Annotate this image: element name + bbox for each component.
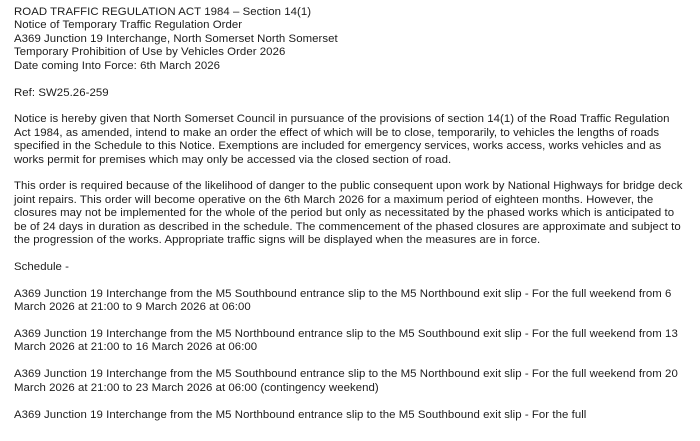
schedule-entry: A369 Junction 19 Interchange from the M5 Southbound entrance slip to the M5 Northbound exit slip - For the full weekend from 6 March 2026 at 21:00 to 9 March 2026 at 06:00 (14, 287, 672, 314)
act-reference-line: ROAD TRAFFIC REGULATION ACT 1984 – Section 14(1) (14, 6, 312, 18)
body-paragraph-notice-given: Notice is hereby given that North Somerset Council in pursuance of the provisions of section 14(1) of the Road Traffic Regulation Act 1984, as amended, intend to make an order the effect of which will be to close, temporarily, to vehicles the lengths of roads specified in the Schedule to this Notice. Exemptions are included for emergency services, works access, works vehicles and as works permit for premises which may only be accessed via the closed section of road. (14, 113, 670, 166)
reference-line: Ref: SW25.26-259 (14, 86, 109, 99)
order-title-line: Temporary Prohibition of Use by Vehicles Order 2026 (14, 46, 286, 59)
schedule-heading: Schedule - (14, 260, 70, 273)
location-line: A369 Junction 19 Interchange, North Somerset North Somerset (14, 32, 338, 45)
body-paragraph-order-reason: This order is required because of the likelihood of danger to the public consequent upon work by National Highways for bridge deck joint repairs. This order will become operative on the 6th March 2026 for a maximum period of eighteen months. However, the closures may not be implemented for the whole of the period but only as necessitated by the phased works which is anticipated to be of 24 days in duration as described in the schedule. The commencement of the phased closures are approximate and subject to the progression of the works. Appropriate traffic signs will be displayed when the measures are in force. (14, 180, 683, 247)
notice-type-line: Notice of Temporary Traffic Regulation Order (14, 19, 243, 32)
schedule-entry: A369 Junction 19 Interchange from the M5 Northbound entrance slip to the M5 Southbound exit slip - For the full weekend from 13 March 2026 at 21:00 to 16 March 2026 at 06:00 (14, 328, 678, 354)
schedule-entry: A369 Junction 19 Interchange from the M5 Northbound entrance slip to the M5 Southbound exit slip - For the full (14, 408, 587, 421)
notice-header (14, 6, 686, 73)
date-into-force-line: Date coming Into Force: 6th March 2026 (14, 59, 221, 72)
schedule-entry: A369 Junction 19 Interchange from the M5 Southbound entrance slip to the M5 Northbound exit slip - For the full weekend from 20 March 2026 at 21:00 to 23 March 2026 at 06:00 (contingency weekend) (14, 368, 678, 394)
